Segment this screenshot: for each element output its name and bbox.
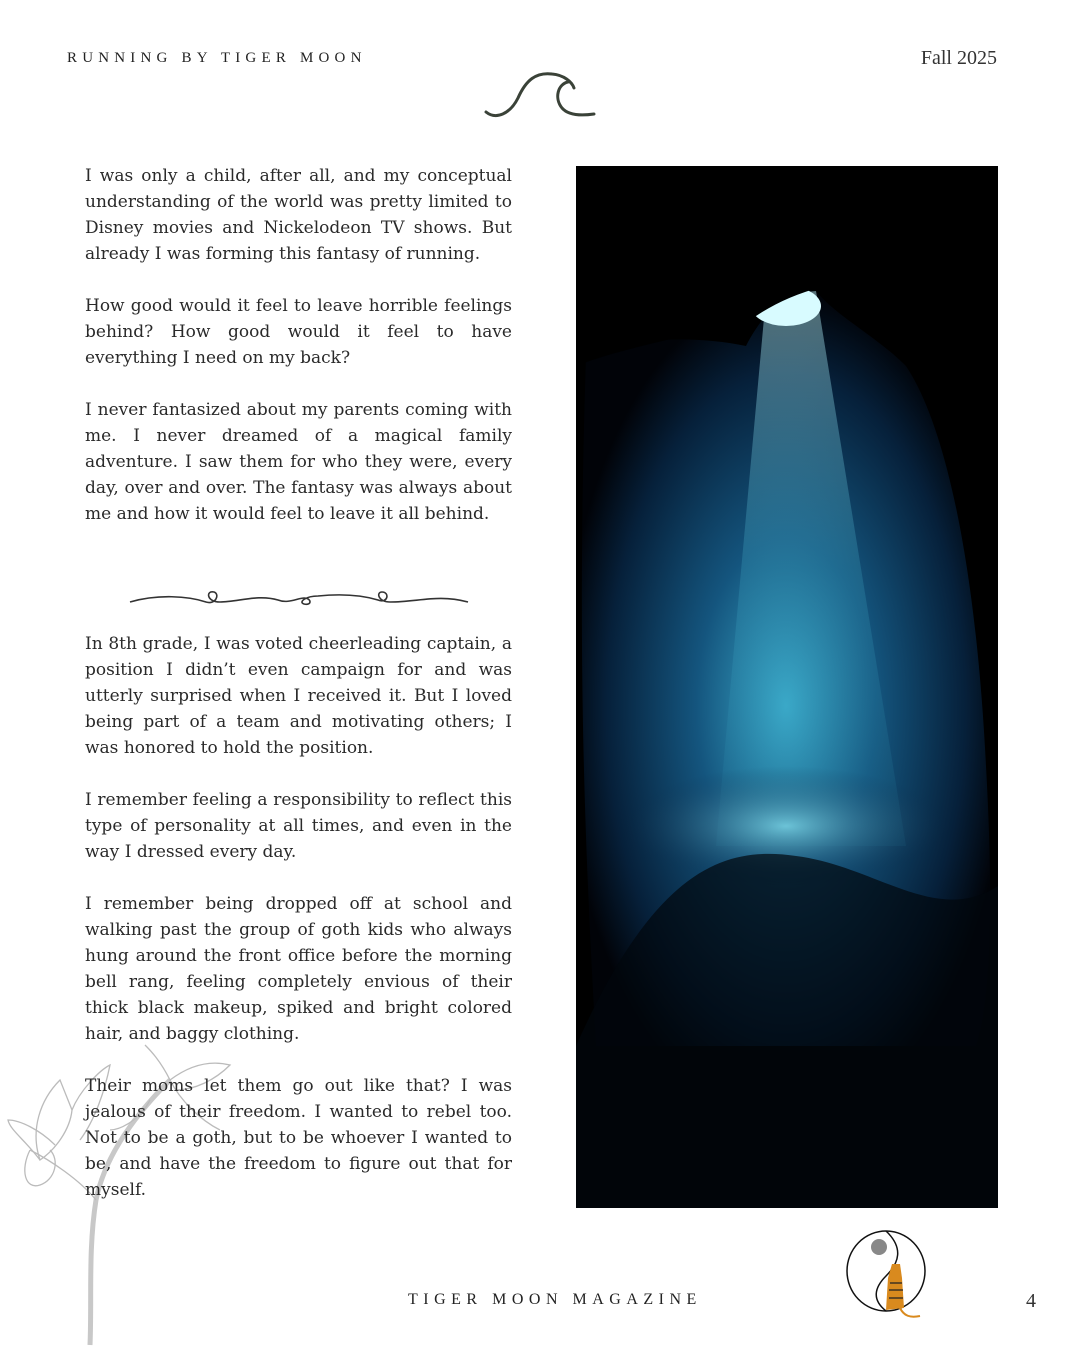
paragraph: I never fantasized about my parents coming with me. I never dreamed of a magical family adventure. I saw them for who they were, every day, over and over. The fantasy was always about me and how it would feel to leave it all behind. xyxy=(85,400,512,524)
paragraph: I remember feeling a responsibility to reflect this type of personality at all times, and even in the way I dressed every day. xyxy=(85,790,512,862)
paragraph: In 8th grade, I was voted cheerleading captain, a position I didn’t even campaign for and was utterly surprised when I received it. But I loved being part of a team and motivating others; I was honored to hold the position. xyxy=(85,634,512,758)
series-title: RUNNING BY TIGER MOON xyxy=(67,50,367,66)
article-column-bottom xyxy=(85,631,512,1229)
tiger-moon-logo-icon xyxy=(844,1228,928,1320)
page-number: 4 xyxy=(1026,1290,1036,1312)
wave-icon xyxy=(482,68,598,122)
article-column-top xyxy=(85,163,512,553)
flourish-divider-icon xyxy=(128,586,470,614)
paragraph: Their moms let them go out like that? I was jealous of their freedom. I wanted to rebel too. Not to be a goth, but to be whoever I wanted to be, and have the freedom to figure out that for myself. xyxy=(85,1076,512,1200)
paragraph: How good would it feel to leave horrible feelings behind? How good would it feel to have everything I need on my back? xyxy=(85,296,512,368)
paragraph: I remember being dropped off at school and walking past the group of goth kids who always hung around the front office before the morning bell rang, feeling completely envious of their thick black makeup, spiked and bright colored hair, and baggy clothing. xyxy=(85,894,512,1044)
paragraph: I was only a child, after all, and my conceptual understanding of the world was pretty limited to Disney movies and Nickelodeon TV shows. But already I was forming this fantasy of running. xyxy=(85,166,512,264)
issue-season: Fall 2025 xyxy=(920,47,997,69)
magazine-name: TIGER MOON MAGAZINE xyxy=(408,1291,702,1308)
underwater-cave-photo xyxy=(576,166,998,1208)
